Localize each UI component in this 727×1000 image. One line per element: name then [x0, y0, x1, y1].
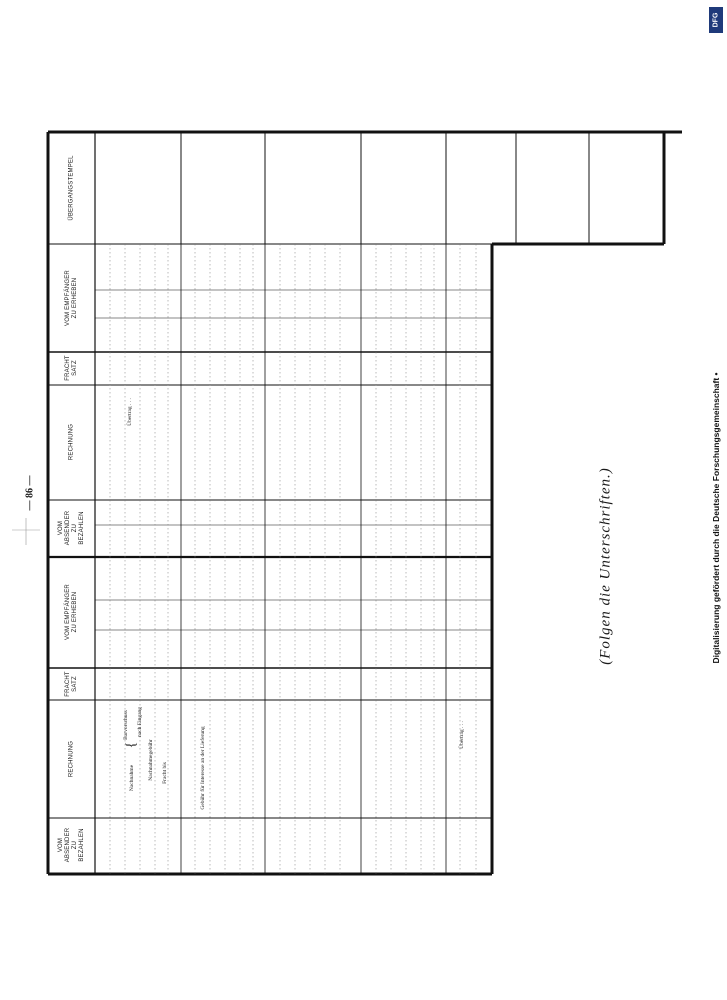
header-frachtsatz-lower: FRACHT SATZ — [65, 671, 78, 697]
rechnung-barvorschuss: Barvorschuss — [123, 710, 129, 740]
brace-glyph: { — [124, 741, 139, 749]
header-vom-empfaenger-upper: VOM EMPFÄNGER ZU ERHEBEN — [65, 270, 78, 326]
rechnung-fracht-bis: Fracht bis — [162, 762, 168, 784]
signatures-note: (Folgen die Unterschriften.) — [597, 467, 614, 665]
header-vom-absender-upper: VOM ABSENDER ZU BEZAHLEN — [58, 510, 85, 546]
header-rechnung-lower: RECHNUNG — [68, 740, 75, 778]
header-vom-empfaenger-lower: VOM EMPFÄNGER ZU ERHEBEN — [65, 584, 78, 640]
header-rechnung-upper: RECHNUNG — [68, 423, 75, 461]
header-frachtsatz-upper: FRACHT SATZ — [65, 355, 78, 381]
header-vom-absender-lower: VOM ABSENDER ZU BEZAHLEN — [58, 827, 85, 863]
rechnung-nachnahme: Nachnahme — [129, 764, 135, 792]
rechnung-gebuehr-lieferung: Gebühr für Interesse an der Lieferung — [200, 726, 206, 810]
header-uebergangstempel: ÜBERGANGSTEMPEL — [68, 155, 75, 221]
dfg-logo: DFG — [709, 7, 723, 33]
digitization-credit: Digitalisierung gefördert durch die Deutsche Forschungsgemeinschaft • — [711, 372, 721, 664]
rechnung-nach-eingang: nach Eingang — [137, 706, 143, 738]
rechnung-uebertrag-upper: Übertrag . . . — [127, 398, 133, 426]
rechnung-nachnahmegebuehr: Nachnahmegebühr — [148, 739, 154, 781]
page-number: — 86 — — [24, 475, 36, 511]
rechnung-uebertrag-lower: Übertrag . . . — [459, 721, 465, 749]
